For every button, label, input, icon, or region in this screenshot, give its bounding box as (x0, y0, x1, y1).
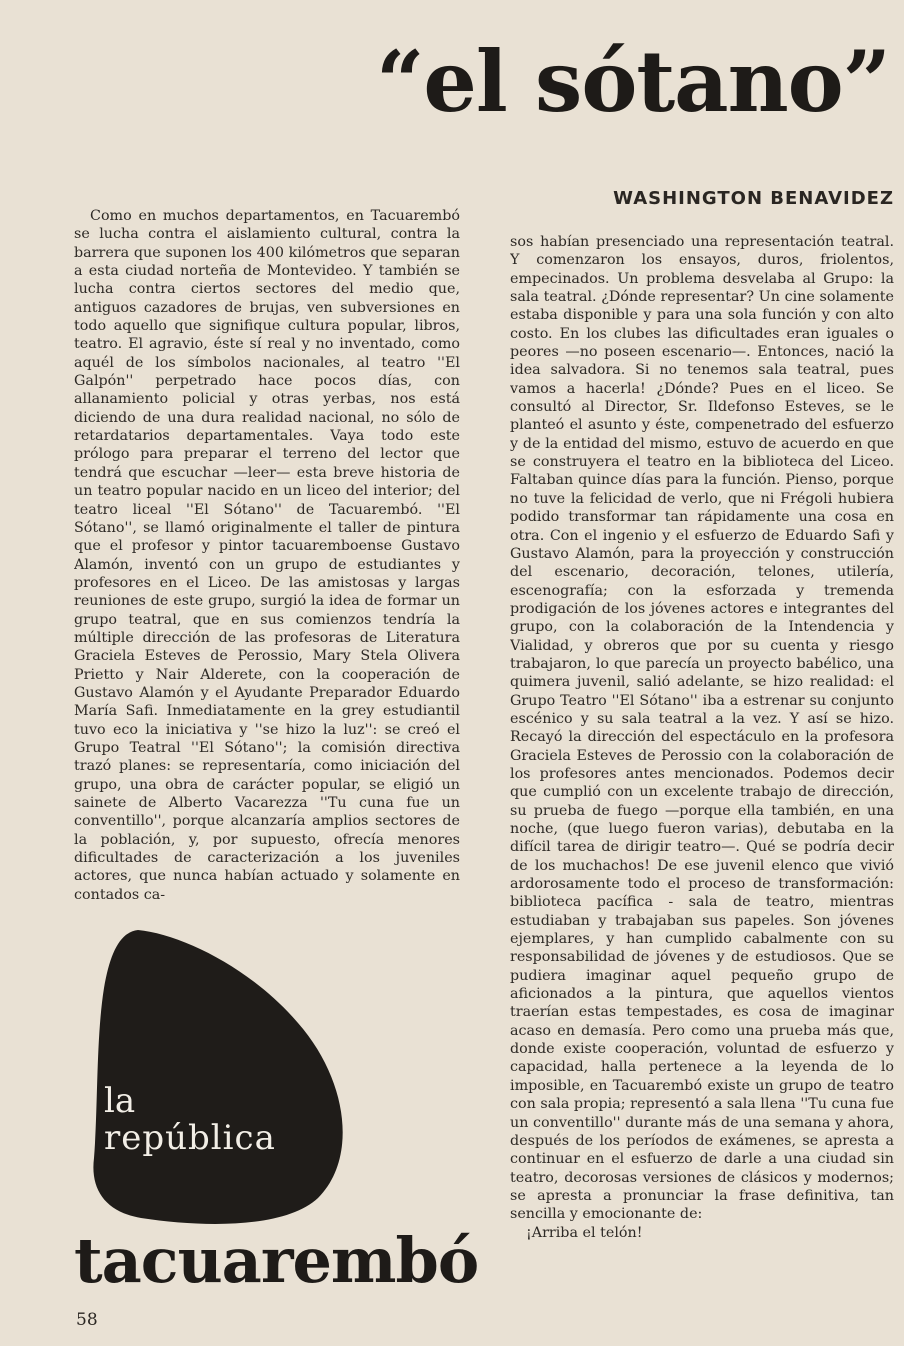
article-column-left: Como en muchos departamentos, en Tacuarembó se lucha contra el aislamiento cultural, contra la barrera que suponen los 400 kilómetros que separan a esta ciudad norteña de Montevideo. Y también se lucha contra ciertos sectores del medio que, antiguos cazadores de brujas, ven subversiones en todo aquello que signifique cultura popular, libros, teatro. El agravio, éste sí real y no inventado, como aquél de los símbolos nacionales, al teatro ''El Galpón'' perpetrado hace pocos días, con allanamiento policial y otras yerbas, nos está diciendo de una dura realidad nacional, no sólo de retardatarios departamentales. Vaya todo este prólogo para preparar el terreno del lector que tendrá que escuchar —leer— esta breve historia de un teatro popular nacido en un liceo del interior; del teatro liceal ''El Sótano'' de Tacuarembó. ''El Sótano'', se llamó originalmente el taller de pintura que el profesor y pintor tacuaremboense Gustavo Alamón, inventó con un grupo de estudiantes y profesores en el Liceo. De las amistosas y largas reuniones de este grupo, surgió la idea de formar un grupo teatral, que en sus comienzos tendría la múltiple dirección de las profesoras de Literatura Graciela Esteves de Perossio, Mary Stela Olivera Prietto y Nair Alderete, con la cooperación de Gustavo Alamón y el Ayudante Preparador Eduardo María Safi. Inmediatamente en la grey estudiantil tuvo eco la iniciativa y ''se hizo la luz'': se creó el Grupo Teatral ''El Sótano''; la comisión directiva trazó planes: se representaría, como iniciación del grupo, una obra de carácter popular, se eligió un sainete de Alberto Vacarezza ''Tu cuna fue un conventillo'', porque alcanzaría amplios sectores de la población, y, por supuesto, ofrecía menores dificultades de caracterización a los juveniles actores, que nunca habían actuado y solamente en contados ca- (74, 208, 460, 903)
article-closing-line: ¡Arriba el telón! (526, 1224, 643, 1241)
article-column-right (510, 233, 894, 1293)
logo-blob-shape (86, 928, 356, 1228)
article-title: “el sótano” (376, 32, 890, 131)
article-column-right-text: sos habían presenciado una representación teatral. Y comenzaron los ensayos, duros, friolentos, empecinados. Un problema desvelaba al Grupo: la sala teatral. ¿Dónde representar? Un cine solamente estaba disponible y para una sola función y con alto costo. En los clubes las dificultades eran iguales o peores —no poseen escenario—. Entonces, nació la idea salvadora. Si no tenemos sala teatral, pues vamos a hacerla! ¿Dónde? Pues en el liceo. Se consultó al Director, Sr. Ildefonso Esteves, se le planteó el asunto y éste, compenetrado del esfuerzo y de la entidad del mismo, estuvo de acuerdo en que se construyera el teatro en la biblioteca del Liceo. Faltaban quince días para la función. Pienso, porque no tuve la felicidad de verlo, que ni Frégoli hubiera podido transformar tan rápidamente una cosa en otra. Con el ingenio y el esfuerzo de Eduardo Safi y Gustavo Alamón, para la proyección y construcción del escenario, decoración, telones, utilería, escenografía; con la esforzada y tremenda prodigación de los jóvenes actores e integrantes del grupo, con la colaboración de la Intendencia y Vialidad, y obreros que por su cuenta y riesgo trabajaron, lo que parecía un proyecto babélico, una quimera juvenil, salió adelante, se hizo realidad: el Grupo Teatro ''El Sótano'' iba a estrenar su conjunto escénico y su sala teatral a la vez. Y así se hizo. Recayó la dirección del espectáculo en la profesora Graciela Esteves de Perossio con la colaboración de los profesores antes mencionados. Podemos decir que cumplió con un excelente trabajo de dirección, su prueba de fuego —porque ella también, en una noche, (que luego fueron varias), debutaba en la difícil tarea de dirigir teatro—. Qué se podría decir de los muchachos! De ese juvenil elenco que vivió ardorosamente todo el proceso de transformación: biblioteca pacífica - sala de teatro, mientras estudiaban y trabajaban sus papeles. Son jóvenes ejemplares, y han cumplido cabalmente con su responsabilidad de jóvenes y de estudiosos. Que se pudiera imaginar aquel pequeño grupo de aficionados a la pintura, que aquellos vientos traerían estas tempestades, es cosa de imaginar acaso en demasía. Pero como una prueba más que, donde existe cooperación, voluntad de esfuerzo y capacidad, halla pertenece a la leyenda de lo imposible, en Tacuarembó existe un grupo de teatro con sala propia; representó a sala llena ''Tu cuna fue un conventillo'' durante más de una semana y ahora, después de los períodos de exámenes, se apresta a continuar en el esfuerzo de darle a una ciudad sin teatro, decorosas versiones de clásicos y modernos; se apresta a pronunciar la frase definitiva, tan sencilla y emocionante de: (510, 234, 894, 1223)
logo-text-la: la (104, 1081, 136, 1121)
logo-text-tacuarembo: tacuarembó (74, 1224, 479, 1297)
logo-text-republica: república (104, 1118, 276, 1158)
page-number: 58 (76, 1310, 98, 1330)
author-byline: WASHINGTON BENAVIDEZ (613, 188, 894, 209)
